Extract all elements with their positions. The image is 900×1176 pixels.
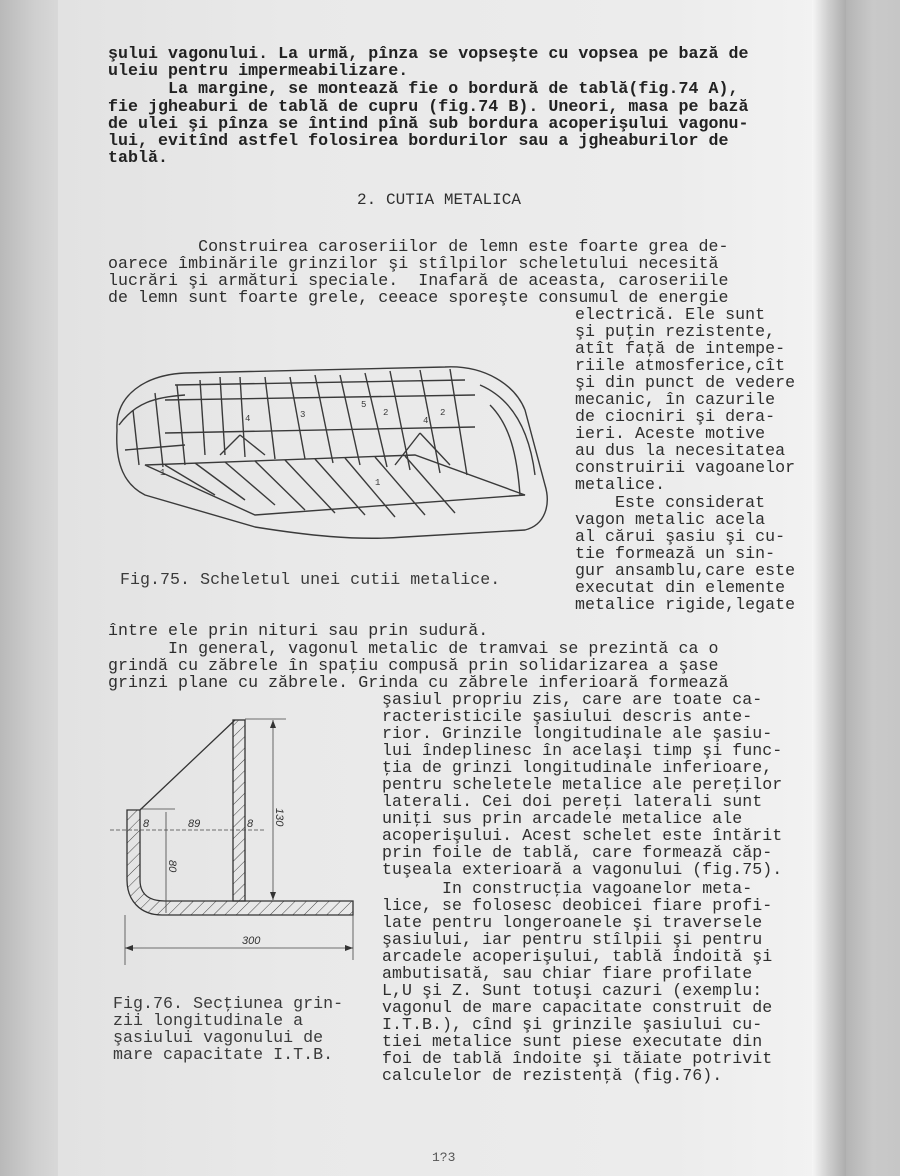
diagonal-line <box>140 720 235 810</box>
text-line: al cărui şasiu şi cu- <box>575 527 786 546</box>
book-gutter <box>812 0 848 1176</box>
text-line: grindă cu zăbrele în spaţiu compusă prin solidarizarea a şase <box>108 656 719 675</box>
text-line: au dus la necesitatea <box>575 441 786 460</box>
belt-rail <box>125 445 185 450</box>
text-line: tuşeala exterioară a vagonului (fig.75). <box>382 860 783 879</box>
part-label: 5 <box>361 400 367 410</box>
vertical-web <box>233 720 245 901</box>
text-line: vagonul de mare capacitate construit de <box>382 998 773 1017</box>
text-line: atît faţă de intempe- <box>575 339 786 358</box>
text-line: Este considerat <box>575 493 766 512</box>
text-line: de ulei şi pînza se întind pînă sub bordura acoperişului vagonu- <box>108 114 749 133</box>
text-line: gur ansamblu,care este <box>575 561 796 580</box>
dim-label-height-total: 130 <box>273 808 285 827</box>
text-line: riile atmosferice,cît <box>575 356 786 375</box>
text-line: ambutisată, sau chiar fiare profilate <box>382 964 753 983</box>
text-line: I.T.B.), cînd şi grinzile şasiului cu- <box>382 1015 763 1034</box>
figure-75-skeleton-drawing <box>105 355 555 545</box>
part-label: 3 <box>300 410 306 420</box>
text-line: şului vagonului. La urmă, pînza se vopseşte cu vopsea pe bază de <box>108 44 749 63</box>
part-label: 1 <box>160 468 166 478</box>
part-label: 4 <box>423 416 429 426</box>
text-line: Construirea caroseriilor de lemn este foarte grea de- <box>108 237 729 256</box>
dim-label-width-total: 300 <box>242 935 261 947</box>
text-line: late pentru longeroanele şi traversele <box>382 913 763 932</box>
text-line: lui, evitînd astfel folosirea bordurilor sau a jgheaburilor de <box>108 131 729 150</box>
paragraph-4-end: între ele prin nituri sau prin sudură. <box>108 621 489 640</box>
text-line: metalice rigide,legate <box>575 595 796 614</box>
diagonal-brace <box>220 435 265 455</box>
text-line: acoperişului. Acest schelet este întărit <box>382 826 783 845</box>
text-line: La margine, se montează fie o bordură de tablă(fig.74 A), <box>108 79 739 98</box>
text-line: vagon metalic acela <box>575 510 766 529</box>
text-line: prin foile de tablă, care formează căp- <box>382 843 773 862</box>
scan-left-margin <box>0 0 58 1176</box>
text-line: rior. Grinzile longitudinale ale şasiu- <box>382 724 773 743</box>
text-line: laterali. Cei doi pereţi laterali sunt <box>382 792 763 811</box>
dim-label-thickness-left: 8 <box>143 818 150 830</box>
text-line: construirii vagoanelor <box>575 458 796 477</box>
text-line: fie jgheaburi de tablă de cupru (fig.74 B). Uneori, masa pe bază <box>108 97 749 116</box>
text-line: metalice. <box>575 475 666 494</box>
text-line: L,U şi Z. Sunt totuşi cazuri (exemplu: <box>382 981 763 1000</box>
text-line: mecanic, în cazurile <box>575 390 776 409</box>
text-line: ţia de grinzi longitudinale inferioare, <box>382 758 773 777</box>
dim-label-gap: 89 <box>188 818 201 830</box>
part-label: 2 <box>383 408 389 418</box>
text-line: ieri. Aceste motive <box>575 424 766 443</box>
floor-outline <box>145 455 525 515</box>
frame-outline <box>117 367 547 538</box>
part-label: 1 <box>375 478 381 488</box>
text-line: uleiu pentru impermeabilizare. <box>108 61 409 80</box>
text-line: executat din elemente <box>575 578 786 597</box>
section-heading: 2. CUTIA METALICA <box>357 191 522 209</box>
text-line: lucrări şi armături speciale. Inafară de aceasta, caroseriile <box>108 271 729 290</box>
text-line: tiei metalice sunt piese executate din <box>382 1032 763 1051</box>
belt-rail <box>165 427 475 433</box>
text-line: foi de tablă îndoite şi tăiate potrivit <box>382 1049 773 1068</box>
end-arc <box>480 385 535 475</box>
floor-cross-members <box>165 456 455 517</box>
caption-line: mare capacitate I.T.B. <box>113 1045 334 1064</box>
text-line: lui îndeplinesc în acelaşi timp şi func- <box>382 741 783 760</box>
text-line: şasiului, iar pentru stîlpii şi pentru <box>382 930 763 949</box>
text-line: şi din punct de vedere <box>575 373 796 392</box>
caption-line: Fig.76. Secţiunea grin- <box>113 994 344 1013</box>
text-line: arcadele acoperişului, tablă îndoită şi <box>382 947 773 966</box>
text-line: racteristicile şasiului descris ante- <box>382 707 753 726</box>
part-label: 2 <box>440 408 446 418</box>
text-line: şi puţin rezistente, <box>575 322 776 341</box>
text-line: grinzi plane cu zăbrele. Grinda cu zăbrele inferioară formează <box>108 673 729 692</box>
caption-line: şasiului vagonului de <box>113 1028 324 1047</box>
figure-75-caption: Fig.75. Scheletul unei cutii metalice. <box>120 570 501 589</box>
dim-label-thickness-right: 8 <box>247 818 254 830</box>
dim-label-height-inner: 80 <box>166 860 178 873</box>
text-line: uniţi sus prin arcadele metalice ale <box>382 809 743 828</box>
adjacent-page-edge <box>846 0 900 1176</box>
text-line: In construcţia vagoanelor meta- <box>382 879 753 898</box>
text-line: lice, se folosesc deobicei fiare profi- <box>382 896 773 915</box>
text-line: tablă. <box>108 148 169 167</box>
page-number: 1?3 <box>432 1150 456 1165</box>
text-line: de ciocniri şi dera- <box>575 407 776 426</box>
text-line: oarece îmbinările grinzilor şi stîlpilor scheletului necesită <box>108 254 719 273</box>
figure-76-section-drawing <box>100 700 380 980</box>
text-line: In general, vagonul metalic de tramvai se prezintă ca o <box>108 639 719 658</box>
end-arc <box>490 405 520 495</box>
text-line: calculelor de rezistenţă (fig.76). <box>382 1066 723 1085</box>
text-line: de lemn sunt foarte grele, ceeace sporeşte consumul de energie <box>108 288 729 307</box>
text-line: şasiul propriu zis, care are toate ca- <box>382 690 763 709</box>
text-line: pentru scheletele metalice ale pereţilor <box>382 775 783 794</box>
part-label: 4 <box>245 414 251 424</box>
text-line: tie formează un sin- <box>575 544 776 563</box>
text-line: electrică. Ele sunt <box>575 305 766 324</box>
caption-line: zii longitudinale a <box>113 1011 304 1030</box>
